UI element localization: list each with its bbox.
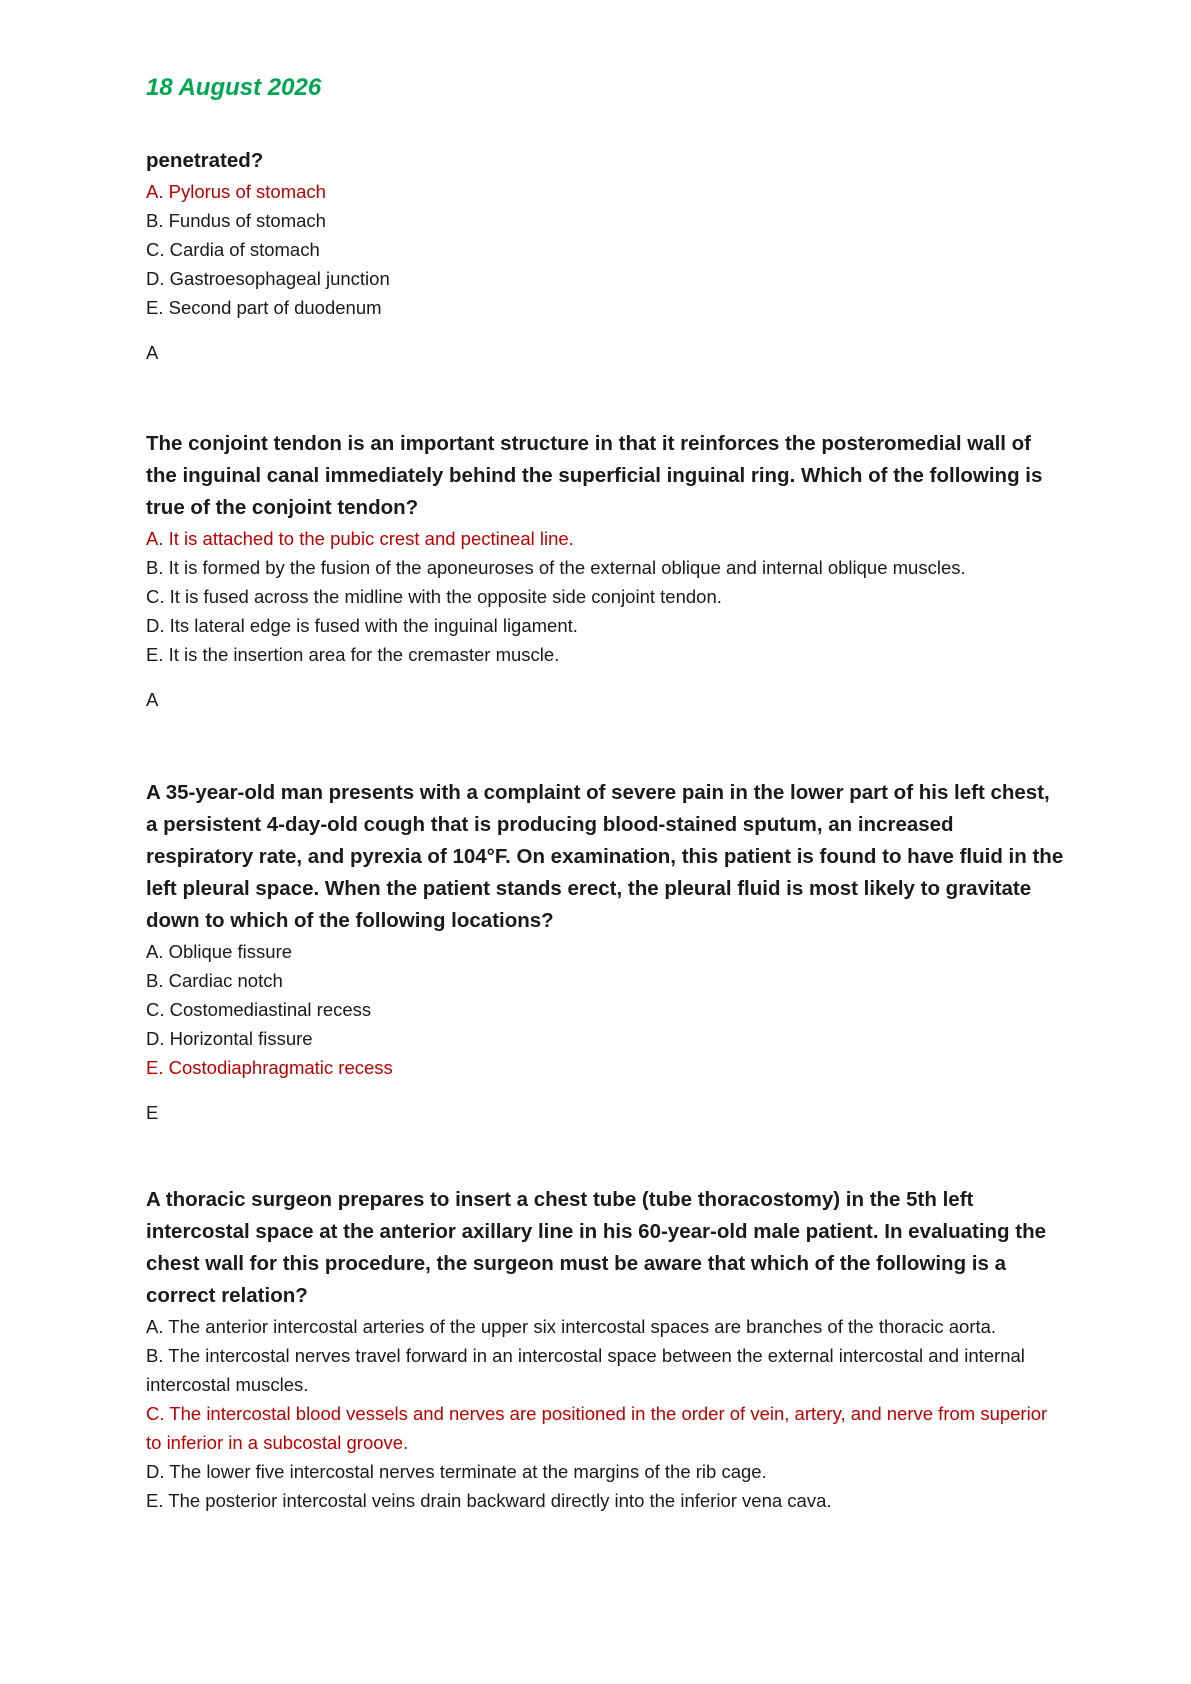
question-text: A 35-year-old man presents with a complaint of severe pain in the lower part of his left chest, a persistent 4-day-old cough that is producing blood-stained sputum, an increased respiratory rate, and pyrexia of 104°F. On examination, this patient is found to have fluid in the left pleural space. When the patient stands erect, the pleural fluid is most likely to gravitate down to which of the following locations? bbox=[146, 781, 1064, 932]
answer-key: A bbox=[146, 689, 159, 710]
option-a: A. Pylorus of stomach bbox=[146, 181, 326, 202]
option-b: B. The intercostal nerves travel forward in an intercostal space between the external intercostal and internal intercostal muscles. bbox=[146, 1345, 1025, 1395]
option-e: E. Costodiaphragmatic recess bbox=[146, 1057, 393, 1078]
question-block-1 bbox=[146, 145, 1066, 367]
question-block-4 bbox=[146, 1184, 1066, 1515]
option-b: B. It is formed by the fusion of the aponeuroses of the external oblique and internal oblique muscles. bbox=[146, 557, 966, 578]
option-d: D. Horizontal fissure bbox=[146, 1028, 313, 1049]
question-text: A thoracic surgeon prepares to insert a chest tube (tube thoracostomy) in the 5th left intercostal space at the anterior axillary line in his 60-year-old male patient. In evaluating the chest wall for this procedure, the surgeon must be aware that which of the following is a correct relation? bbox=[146, 1188, 1047, 1307]
answer-key: E bbox=[146, 1102, 159, 1123]
option-c: C. It is fused across the midline with the opposite side conjoint tendon. bbox=[146, 586, 722, 607]
option-a: A. The anterior intercostal arteries of the upper six intercostal spaces are branches of the thoracic aorta. bbox=[146, 1316, 997, 1337]
option-c: C. Cardia of stomach bbox=[146, 239, 320, 260]
option-c: C. The intercostal blood vessels and nerves are positioned in the order of vein, artery, and nerve from superior to inferior in a subcostal groove. bbox=[146, 1403, 1048, 1453]
option-e: E. The posterior intercostal veins drain backward directly into the inferior vena cava. bbox=[146, 1490, 832, 1511]
document-date: 18 August 2026 bbox=[146, 74, 322, 101]
option-a: A. Oblique fissure bbox=[146, 941, 293, 962]
option-a: A. It is attached to the pubic crest and pectineal line. bbox=[146, 528, 574, 549]
option-e: E. It is the insertion area for the cremaster muscle. bbox=[146, 644, 560, 665]
question-text: penetrated? bbox=[146, 149, 264, 172]
question-block-2 bbox=[146, 428, 1066, 714]
question-block-3 bbox=[146, 777, 1066, 1127]
option-d: D. Gastroesophageal junction bbox=[146, 268, 390, 289]
option-e: E. Second part of duodenum bbox=[146, 297, 382, 318]
option-c: C. Costomediastinal recess bbox=[146, 999, 372, 1020]
question-text: The conjoint tendon is an important structure in that it reinforces the posteromedial wall of the inguinal canal immediately behind the superficial inguinal ring. Which of the following is true of the conjoint tendon? bbox=[146, 432, 1043, 519]
answer-key: A bbox=[146, 342, 159, 363]
option-d: D. Its lateral edge is fused with the inguinal ligament. bbox=[146, 615, 578, 636]
option-b: B. Fundus of stomach bbox=[146, 210, 326, 231]
option-d: D. The lower five intercostal nerves terminate at the margins of the rib cage. bbox=[146, 1461, 767, 1482]
option-b: B. Cardiac notch bbox=[146, 970, 283, 991]
